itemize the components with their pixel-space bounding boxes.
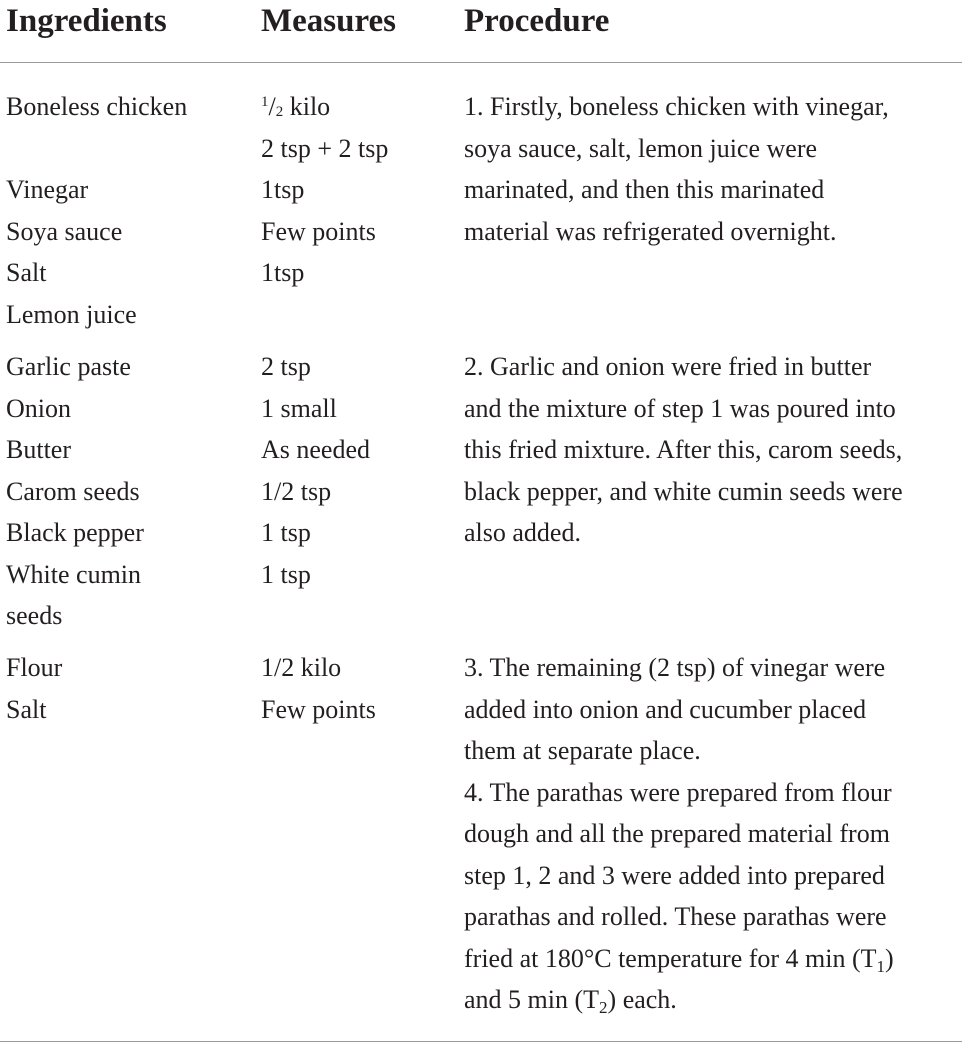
measures-cell [261,346,456,595]
ingredient-item: Salt [6,694,47,724]
ingredient-item: Garlic paste [6,352,131,381]
measure-item: 1/2 kilo [261,653,342,682]
header-procedure: Procedure [464,3,610,39]
procedure-line: added into onion and cucumber placed [464,694,867,724]
header-ingredients: Ingredients [6,3,167,39]
procedure-line: also added. [464,518,581,547]
measure-item: 2 tsp [261,352,311,381]
subscript-t1: 1 [876,956,886,976]
procedure-line: parathas and rolled. These parathas were [464,902,887,931]
procedure-line: marinated, and then this marinated [464,175,825,204]
fraction-numerator: 1 [261,94,269,110]
time-text: and 5 min (T [464,985,600,1014]
ingredient-item: Butter [6,435,71,464]
ingredient-item: Soya sauce [6,216,123,246]
measures-cell [261,86,456,294]
ingredient-item: Flour [6,653,63,682]
ingredient-spacer [6,128,251,170]
ingredient-item: seeds [6,601,63,630]
measure-item: As needed [261,435,371,464]
measure-item: Few points [261,216,376,246]
procedure-line: step 1, 2 and 3 were added into prepared [464,860,885,890]
measure-item: 2 tsp + 2 tsp [261,133,389,163]
ingredient-item: Salt [6,258,47,287]
procedure-line: this fried mixture. After this, carom seeds, [464,435,903,464]
fraction-denominator: 2 [275,104,284,120]
ingredients-cell [6,86,251,335]
measure-item: 1/2 tsp [261,476,332,506]
measure-item: 1 tsp [261,559,311,589]
procedure-line: soya sauce, salt, lemon juice were [464,133,818,163]
procedure-line: dough and all the prepared material from [464,819,890,848]
table-header [0,0,968,62]
procedure-line-time [464,979,964,1021]
temp-text: fried at 180°C temperature for 4 min (T [464,943,877,973]
procedure-line: 1. Firstly, boneless chicken with vinegar, [464,92,889,121]
procedure-line: and the mixture of step 1 was poured into [464,393,896,423]
procedure-line: 3. The remaining (2 tsp) of vinegar were [464,653,886,682]
ingredients-cell [6,647,251,730]
header-measures: Measures [261,3,397,39]
procedure-line: them at separate place. [464,736,701,765]
subscript-t2: 2 [599,998,608,1017]
procedure-cell [464,647,964,1021]
measure-item: 1 tsp [261,518,311,547]
ingredient-item: Vinegar [6,175,89,204]
ingredient-item: Black pepper [6,518,144,547]
ingredients-cell [6,346,251,637]
time-text-close: ) each. [607,985,677,1014]
procedure-line: black pepper, and white cumin seeds were [464,476,903,506]
fraction-unit: kilo [283,92,331,121]
measure-item: 1 small [261,393,337,423]
table-bottom-rule [0,1041,962,1042]
procedure-line: 2. Garlic and onion were fried in butter [464,352,872,381]
procedure-line-temperature [464,938,964,980]
measure-item: Few points [261,694,376,724]
ingredient-item: White cumin [6,559,142,589]
temp-text-close: ) [885,943,894,973]
procedure-cell [464,346,964,554]
ingredient-item: Lemon juice [6,299,137,329]
measures-cell [261,647,456,730]
ingredient-item: Carom seeds [6,476,140,506]
procedure-line: material was refrigerated overnight. [464,216,837,246]
header-divider [0,62,962,63]
ingredient-item: Boneless chicken [6,92,188,121]
measure-item: 1tsp [261,258,305,287]
ingredient-item: Onion [6,393,71,423]
procedure-line: 4. The parathas were prepared from flour [464,777,892,807]
measure-item: 1tsp [261,175,305,204]
measure-item-fraction: $^1$/2 kilo [261,92,331,121]
procedure-cell [464,86,964,252]
